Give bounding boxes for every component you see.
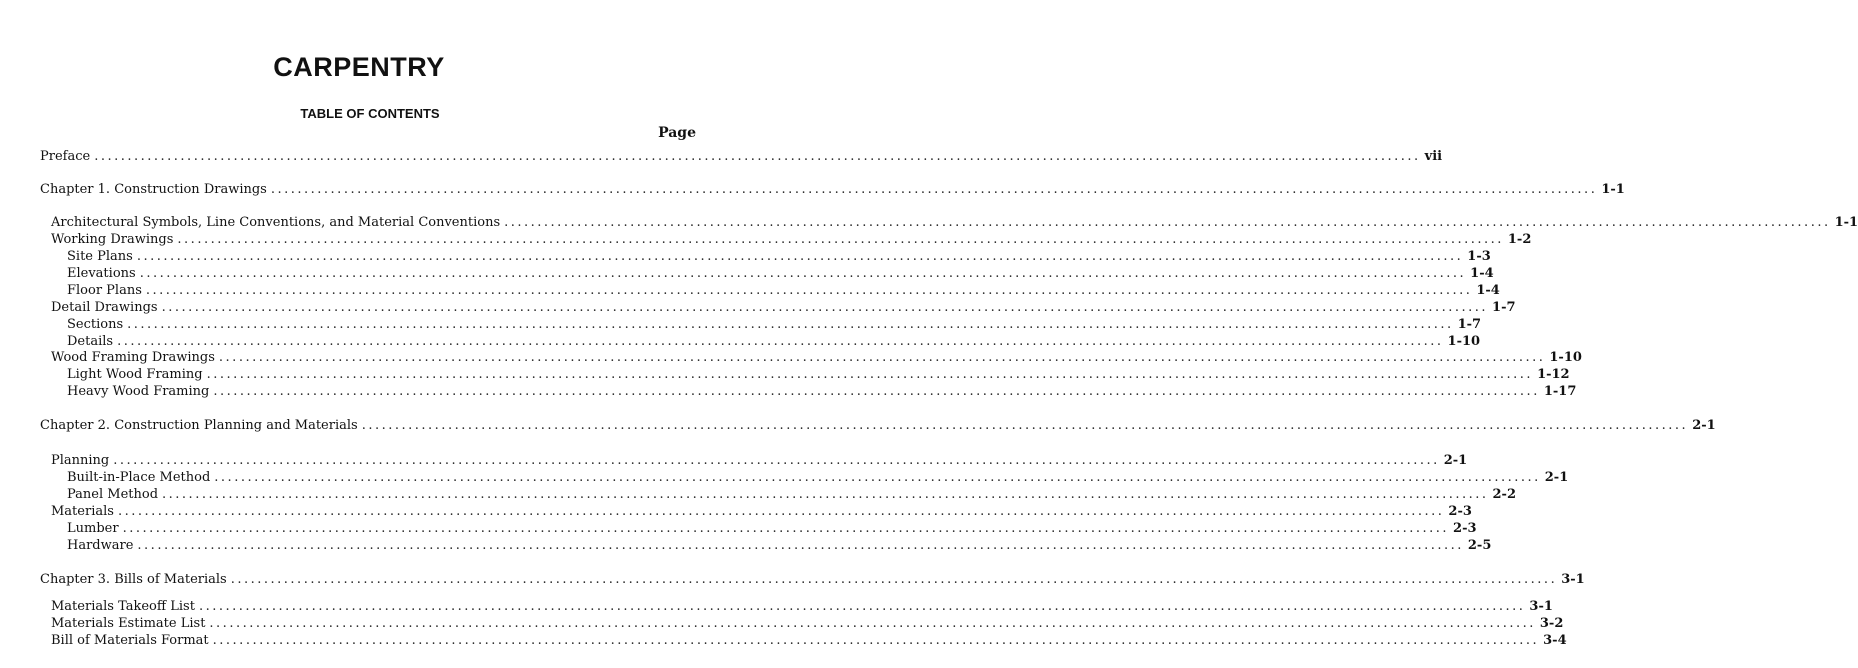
toc-entry[interactable] [51,453,1468,471]
dot-leader: ........................................................................................................................................................................................................ [209,616,1536,631]
toc-entry-page: 1-12 [1537,367,1570,382]
toc-entry-page: 1-2 [1507,232,1532,247]
toc-subentry[interactable] [67,266,1494,284]
toc-entry-label: Built-in-Place Method [67,470,211,485]
toc-entry-page: 3-1 [1529,599,1553,614]
toc-entry-page: 1-4 [1470,266,1494,281]
toc-entry-page: vii [1424,149,1443,164]
toc-entry-page: 1-10 [1447,334,1481,349]
toc-subentry[interactable] [67,384,1577,402]
toc-entry[interactable] [51,232,1532,250]
dot-leader: ........................................................................................................................................................................................................ [139,266,1467,281]
dot-leader: ........................................................................................................................................................................................................ [270,182,1598,197]
toc-entry-page: 3-1 [1561,572,1585,587]
toc-entry[interactable] [51,350,1582,368]
dot-leader: ........................................................................................................................................................................................................ [230,572,1558,587]
toc-entry-label: Chapter 1. Construction Drawings [40,182,267,197]
toc-entry-label: Architectural Symbols, Line Conventions, and Material Conventions [51,215,501,230]
dot-leader: ........................................................................................................................................................................................................ [137,538,1464,553]
toc-subentry[interactable] [67,367,1570,385]
toc-entry-chapter-2[interactable] [40,418,1716,436]
dot-leader: ........................................................................................................................................................................................................ [136,249,1464,264]
toc-entry-page: 1-7 [1492,300,1516,315]
toc-subentry[interactable] [67,283,1500,301]
toc-entry-label: Panel Method [67,487,159,502]
toc-entry[interactable] [51,300,1516,318]
dot-leader: ........................................................................................................................................................................................................ [122,521,1450,536]
toc-entry-label: Materials Takeoff List [51,599,195,614]
toc-entry-label: Materials [51,504,114,519]
toc-entry-page: 2-1 [1692,418,1716,433]
dot-leader: ........................................................................................................................................................................................................ [212,633,1540,648]
toc-entry-label: Elevations [67,266,136,281]
dot-leader: ........................................................................................................................................................................................................ [206,367,1534,382]
toc-entry-label: Chapter 2. Construction Planning and Materials [40,418,358,433]
toc-entry-page: 2-3 [1448,504,1472,519]
toc-entry-label: Hardware [67,538,134,553]
toc-entry-label: Floor Plans [67,283,142,298]
toc-entry-label: Wood Framing Drawings [51,350,215,365]
dot-leader: ........................................................................................................................................................................................................ [117,334,1444,349]
toc-entry-page: 1-17 [1543,384,1577,399]
toc-entry-page: 2-5 [1467,538,1492,553]
dot-leader: ........................................................................................................................................................................................................ [161,300,1489,315]
dot-leader: ........................................................................................................................................................................................................ [504,215,1831,230]
toc-entry-label: Materials Estimate List [51,616,206,631]
dot-leader: ........................................................................................................................................................................................................ [213,384,1540,399]
dot-leader: ........................................................................................................................................................................................................ [361,418,1689,433]
toc-entry-page: 1-1 [1834,215,1858,230]
toc-entry-label: Working Drawings [51,232,174,247]
toc-entry-page: 3-4 [1543,633,1567,648]
toc-entry[interactable] [51,599,1553,617]
dot-leader: ........................................................................................................................................................................................................ [198,599,1526,614]
toc-entry-label: Heavy Wood Framing [67,384,210,399]
toc-entry-page: 1-4 [1476,283,1500,298]
toc-entry-label: Detail Drawings [51,300,158,315]
toc-entry-label: Planning [51,453,110,468]
toc-entry-label: Site Plans [67,249,133,264]
dot-leader: ........................................................................................................................................................................................................ [94,149,1421,164]
toc-entry[interactable] [51,633,1567,651]
toc-entry[interactable] [51,504,1472,522]
toc-entry-page: 1-7 [1457,317,1482,332]
toc-entry[interactable] [51,616,1564,634]
toc-subentry[interactable] [67,487,1516,505]
toc-heading: TABLE OF CONTENTS [300,106,440,121]
dot-leader: ........................................................................................................................................................................................................ [162,487,1489,502]
toc-entry-label: Bill of Materials Format [51,633,209,648]
dot-leader: ........................................................................................................................................................................................................ [117,504,1445,519]
toc-subentry[interactable] [67,317,1482,335]
dot-leader: ........................................................................................................................................................................................................ [218,350,1546,365]
dot-leader: ........................................................................................................................................................................................................ [127,317,1454,332]
dot-leader: ........................................................................................................................................................................................................ [113,453,1440,468]
toc-entry-chapter-1[interactable] [40,182,1625,200]
toc-entry-label: Preface [40,149,91,164]
toc-entry-label: Lumber [67,521,119,536]
toc-entry-page: 2-2 [1492,487,1516,502]
toc-entry-page: 1-1 [1601,182,1625,197]
toc-subentry[interactable] [67,249,1491,267]
toc-entry-page: 2-1 [1544,470,1569,485]
toc-entry-page: 1-3 [1467,249,1491,264]
toc-entry-label: Details [67,334,114,349]
toc-subentry[interactable] [67,521,1477,539]
page-title: CARPENTRY [273,52,445,82]
toc-entry-label: Light Wood Framing [67,367,203,382]
page-column-header: Page [658,125,696,141]
toc-entry-label: Chapter 3. Bills of Materials [40,572,227,587]
toc-entry-page: 3-2 [1539,616,1564,631]
toc-entry[interactable] [51,215,1858,233]
toc-entry-chapter-3[interactable] [40,572,1585,590]
toc-entry-page: 2-3 [1453,521,1477,536]
dot-leader: ........................................................................................................................................................................................................ [214,470,1541,485]
toc-entry-page: 1-10 [1549,350,1582,365]
toc-subentry[interactable] [67,470,1569,488]
toc-entry-page: 2-1 [1443,453,1468,468]
dot-leader: ........................................................................................................................................................................................................ [145,283,1473,298]
toc-subentry[interactable] [67,538,1492,556]
toc-entry-label: Sections [67,317,124,332]
toc-entry-preface[interactable] [40,149,1443,167]
dot-leader: ........................................................................................................................................................................................................ [177,232,1504,247]
